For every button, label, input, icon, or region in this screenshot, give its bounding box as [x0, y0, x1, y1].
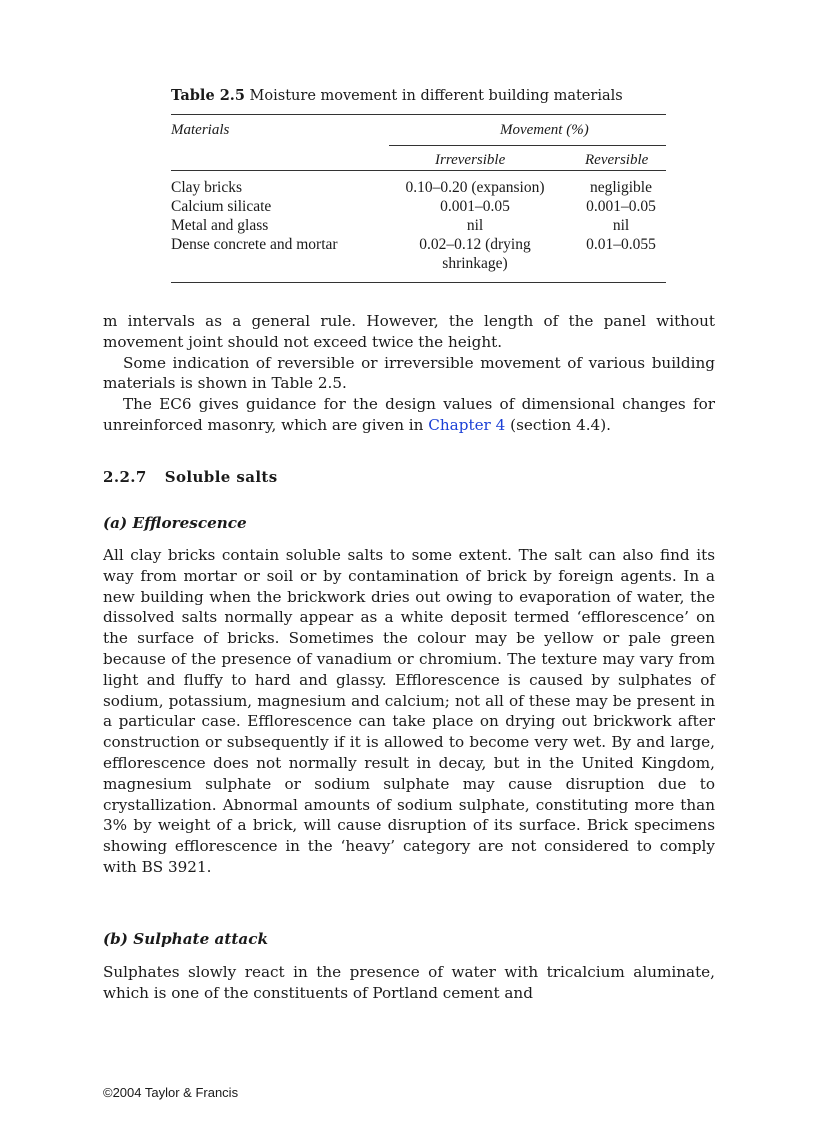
cell-material: Clay bricks: [171, 179, 243, 196]
subheading-sulphate-attack: (b) Sulphate attack: [103, 930, 269, 948]
section-heading: [103, 468, 278, 486]
table-header-row: [171, 115, 666, 141]
paragraph: m intervals as a general rule. However, the length of the panel without movement joint should not exceed twice the height.: [103, 312, 715, 351]
table-body: [171, 178, 666, 273]
table-caption: [171, 86, 666, 106]
section-title: Soluble salts: [164, 468, 278, 486]
para3-text: The EC6 gives guidance for the design values of dimensional changes for unreinforced masonry, which are given in: [103, 395, 715, 434]
table-subheader-row: [171, 146, 666, 170]
moisture-table: [171, 86, 666, 283]
header-movement: Movement (%): [500, 122, 589, 138]
table-row-continuation: [171, 254, 666, 273]
paragraph: All clay bricks contain soluble salts to some extent. The salt can also find its way from mortar or soil or by contamination of brick by foreign agents. In a new building when the brickwork dries out owing to evaporation of water, the dissolved salts normally appear as a white deposit termed ‘efflorescence’ on the surface of bricks. Sometimes the colour may be yellow or pale green because of the presence of vanadium or chromium. The texture may vary from light and fluffy to hard and glassy. Efflorescence is caused by sulphates of sodium, potassium, magnesium and calcium; not all of these may be present in a particular case. Efflorescence can take place on drying out brickwork after construction or subsequently if it is allowed to become very wet. By and large, efflorescence does not normally result in decay, but in the United Kingdom, magnesium sulphate or sodium sulphate may cause disruption due to crystallization. Abnormal amounts of sodium sulphate, constituting more than 3% by weight of a brick, will cause disruption of its surface. Brick specimens showing efflorescence in the ‘heavy’ category are not considered to comply with BS 3921.: [103, 546, 715, 876]
para3-text-end: (section 4.4).: [505, 415, 611, 434]
table-row: [171, 178, 666, 197]
intro-paragraphs: [103, 311, 715, 436]
cell-material: Metal and glass: [171, 217, 269, 234]
cell-irreversible: nil: [466, 217, 484, 234]
table-header-rule: [171, 170, 666, 171]
cell-reversible: 0.01–0.055: [586, 236, 656, 253]
section-number: 2.2.7: [103, 468, 147, 486]
paragraph: Some indication of reversible or irreversible movement of various building materials is shown in Table 2.5.: [103, 353, 715, 393]
cell-reversible: 0.001–0.05: [586, 198, 656, 215]
sulphate-paragraph: [103, 962, 715, 1004]
table-bottom-rule: [171, 282, 666, 283]
header-materials: Materials: [171, 122, 230, 138]
cell-irreversible: 0.02–0.12 (drying: [419, 236, 531, 253]
table-row: [171, 197, 666, 216]
cell-irreversible: 0.001–0.05: [440, 198, 510, 215]
header-irreversible: Irreversible: [435, 152, 506, 168]
cell-irreversible-continued: shrinkage): [442, 255, 508, 272]
table-caption-label: Table 2.5: [171, 87, 245, 104]
chapter-4-link[interactable]: Chapter 4: [428, 415, 506, 434]
table-row: [171, 235, 666, 254]
table-caption-text: Moisture movement in different building materials: [244, 88, 623, 104]
paragraph: Sulphates slowly react in the presence of water with tricalcium aluminate, which is one of the constituents of Portland cement and: [103, 963, 715, 1002]
table-row: [171, 216, 666, 235]
cell-material: Calcium silicate: [171, 198, 272, 215]
copyright-footer: ©2004 Taylor & Francis: [103, 1085, 239, 1100]
cell-irreversible: 0.10–0.20 (expansion): [405, 179, 545, 196]
cell-reversible: nil: [612, 217, 630, 234]
efflorescence-paragraph: [103, 545, 715, 878]
cell-reversible: negligible: [590, 179, 652, 196]
cell-material: Dense concrete and mortar: [171, 236, 338, 253]
subheading-efflorescence: (a) Efflorescence: [103, 514, 247, 532]
paragraph: [103, 394, 715, 436]
header-reversible: Reversible: [585, 152, 649, 168]
